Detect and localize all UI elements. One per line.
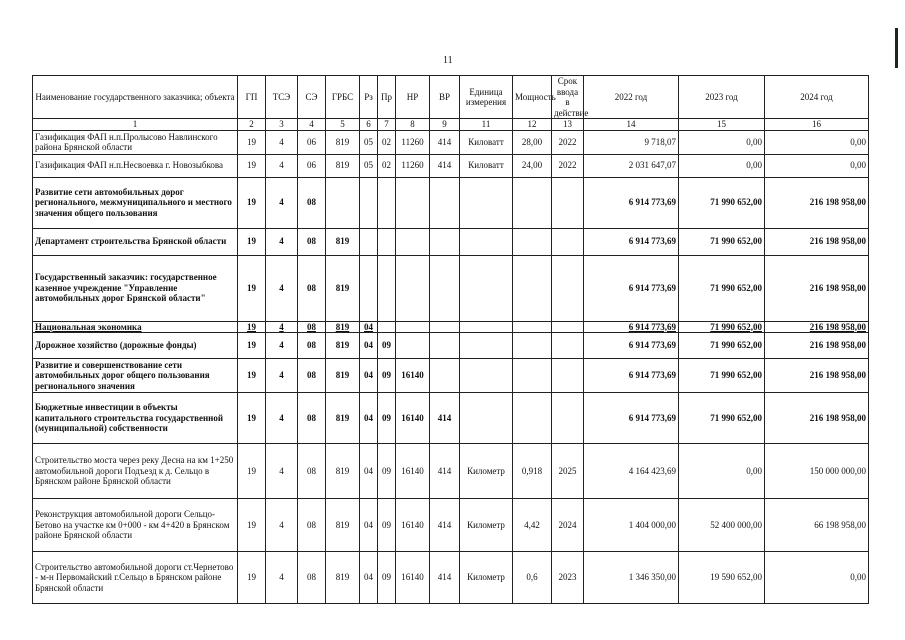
row-value-cell: 4 [266,321,298,333]
row-value-cell: 19 [238,154,266,177]
row-value-cell: 04 [360,444,378,499]
row-value-cell: 6 914 773,69 [584,359,679,393]
row-value-cell: 11260 [396,130,430,154]
row-value-cell: 0,918 [513,444,552,499]
header-pr: Пр [378,76,396,119]
table-row [33,499,869,552]
column-index-cell: 4 [298,119,326,131]
row-value-cell: 819 [326,130,360,154]
row-value-cell: 819 [326,255,360,321]
row-value-cell: 08 [298,444,326,499]
row-value-cell [552,393,584,444]
row-value-cell [430,333,460,359]
row-name-cell: Национальная экономика [33,321,238,333]
row-value-cell: 414 [430,154,460,177]
row-value-cell: 04 [360,499,378,552]
row-value-cell: 819 [326,499,360,552]
row-value-cell: Киловатт [460,154,513,177]
row-value-cell: 08 [298,499,326,552]
row-value-cell: 6 914 773,69 [584,321,679,333]
row-value-cell: 02 [378,130,396,154]
row-value-cell: 71 990 652,00 [679,177,765,228]
row-value-cell: 04 [360,333,378,359]
row-value-cell: 05 [360,130,378,154]
row-value-cell: 71 990 652,00 [679,255,765,321]
row-value-cell: 2 031 647,07 [584,154,679,177]
column-index-cell: 5 [326,119,360,131]
row-value-cell: 4 [266,359,298,393]
row-value-cell: 71 990 652,00 [679,321,765,333]
header-commission-term: Срок ввода в действие [552,76,584,119]
row-value-cell: 19 [238,177,266,228]
column-index-row [33,119,869,131]
row-value-cell [430,359,460,393]
row-value-cell: 04 [360,393,378,444]
row-value-cell [360,228,378,255]
row-value-cell: 19 [238,552,266,604]
row-value-cell: 06 [298,130,326,154]
table-row [33,321,869,333]
row-value-cell [326,177,360,228]
table-row [33,255,869,321]
row-value-cell: 19 [238,499,266,552]
column-index-cell: 1 [33,119,238,131]
row-value-cell [430,228,460,255]
row-value-cell [460,177,513,228]
header-capacity: Мощность [513,76,552,119]
row-value-cell [552,228,584,255]
column-index-cell: 6 [360,119,378,131]
row-value-cell: 16140 [396,359,430,393]
row-value-cell [460,359,513,393]
row-value-cell [360,255,378,321]
row-value-cell: 16140 [396,552,430,604]
row-value-cell: 09 [378,444,396,499]
row-value-cell: 19 [238,130,266,154]
row-value-cell: 0,00 [765,552,869,604]
row-value-cell: 08 [298,228,326,255]
row-value-cell: 216 198 958,00 [765,359,869,393]
row-value-cell: 150 000 000,00 [765,444,869,499]
column-index-cell: 9 [430,119,460,131]
row-value-cell: 08 [298,177,326,228]
row-value-cell: Километр [460,499,513,552]
row-value-cell: 02 [378,154,396,177]
header-vr: ВР [430,76,460,119]
page-number: 11 [443,55,453,66]
header-year-2023: 2023 год [679,76,765,119]
row-value-cell: 04 [360,552,378,604]
header-row [33,76,869,119]
row-value-cell [513,359,552,393]
column-index-cell: 2 [238,119,266,131]
row-value-cell [430,255,460,321]
row-value-cell: 28,00 [513,130,552,154]
row-value-cell: 04 [360,321,378,333]
header-tse: ТСЭ [266,76,298,119]
row-value-cell: 19 [238,333,266,359]
row-name-cell: Развитие сети автомобильных дорог регионального, межмуниципального и местного значения общего пользования [33,177,238,228]
row-value-cell: 414 [430,499,460,552]
row-value-cell: 08 [298,255,326,321]
row-name-cell: Дорожное хозяйство (дорожные фонды) [33,333,238,359]
header-unit: Единица измерения [460,76,513,119]
row-value-cell [460,228,513,255]
table-row [33,228,869,255]
row-name-cell: Строительство моста через реку Десна на км 1+250 автомобильной дороги Подъезд к д. Сельцо в Брянском районе Брянской области [33,444,238,499]
row-value-cell [552,333,584,359]
row-value-cell [552,321,584,333]
table-row [33,393,869,444]
row-value-cell: 06 [298,154,326,177]
row-value-cell [552,359,584,393]
row-value-cell: 819 [326,154,360,177]
table-row [33,177,869,228]
row-name-cell: Газификация ФАП н.п.Пролысово Навлинского района Брянской области [33,130,238,154]
header-gp: ГП [238,76,266,119]
row-value-cell: 19 [238,393,266,444]
row-name-cell: Бюджетные инвестиции в объекты капитального строительства государственной (муниципальной) собственности [33,393,238,444]
row-value-cell: 819 [326,321,360,333]
header-nr: НР [396,76,430,119]
row-value-cell: 4 [266,393,298,444]
row-value-cell: 16140 [396,499,430,552]
column-index-cell: 16 [765,119,869,131]
row-value-cell: 2025 [552,444,584,499]
row-value-cell: 09 [378,333,396,359]
row-value-cell: 414 [430,444,460,499]
row-value-cell [378,228,396,255]
row-value-cell [378,255,396,321]
row-name-cell: Газификация ФАП н.п.Несвоевка г. Новозыбкова [33,154,238,177]
row-value-cell [396,177,430,228]
row-value-cell: 04 [360,359,378,393]
row-value-cell: 4 [266,154,298,177]
row-value-cell: 4,42 [513,499,552,552]
row-value-cell: 71 990 652,00 [679,393,765,444]
row-value-cell: 08 [298,333,326,359]
row-value-cell: 71 990 652,00 [679,359,765,393]
row-value-cell: 819 [326,393,360,444]
row-value-cell [513,177,552,228]
row-value-cell: 6 914 773,69 [584,333,679,359]
row-value-cell: 09 [378,499,396,552]
row-value-cell [360,177,378,228]
row-value-cell: 216 198 958,00 [765,255,869,321]
row-value-cell: 4 [266,130,298,154]
row-value-cell: 4 [266,444,298,499]
row-value-cell: 1 404 000,00 [584,499,679,552]
table-row [33,444,869,499]
column-index-cell: 15 [679,119,765,131]
column-index-cell: 12 [513,119,552,131]
row-value-cell: 6 914 773,69 [584,177,679,228]
row-value-cell: 24,00 [513,154,552,177]
row-value-cell [513,333,552,359]
row-value-cell: 08 [298,393,326,444]
table-row [33,359,869,393]
row-value-cell [460,393,513,444]
row-value-cell: 414 [430,130,460,154]
row-value-cell: 4 [266,499,298,552]
row-name-cell: Строительство автомобильной дороги ст.Чернетово - м-н Первомайский г.Сельцо в Брянском районе Брянской области [33,552,238,604]
row-value-cell: 2022 [552,130,584,154]
header-customer-object: Наименование государственного заказчика; объекта [33,76,238,119]
row-name-cell: Государственный заказчик: государственное казенное учреждение "Управление автомобильных дорог Брянской области" [33,255,238,321]
row-value-cell: 19 [238,444,266,499]
row-value-cell: 819 [326,228,360,255]
row-value-cell: 71 990 652,00 [679,333,765,359]
row-value-cell: 0,00 [765,154,869,177]
row-value-cell: 414 [430,552,460,604]
row-value-cell [460,321,513,333]
row-value-cell: 9 718,07 [584,130,679,154]
column-index-cell: 14 [584,119,679,131]
row-value-cell: Киловатт [460,130,513,154]
row-value-cell: 16140 [396,393,430,444]
row-value-cell: 819 [326,444,360,499]
row-value-cell [513,393,552,444]
column-index-cell: 11 [460,119,513,131]
table-row [33,154,869,177]
row-value-cell: 2024 [552,499,584,552]
row-value-cell: 0,00 [679,154,765,177]
row-value-cell: 4 [266,552,298,604]
row-value-cell: Километр [460,552,513,604]
row-value-cell: 414 [430,393,460,444]
row-value-cell [430,177,460,228]
row-value-cell: 08 [298,552,326,604]
table-row [33,333,869,359]
row-value-cell: 6 914 773,69 [584,393,679,444]
row-value-cell [513,228,552,255]
row-value-cell: 2023 [552,552,584,604]
row-value-cell: 6 914 773,69 [584,255,679,321]
row-value-cell [396,255,430,321]
row-name-cell: Департамент строительства Брянской области [33,228,238,255]
row-value-cell: 08 [298,359,326,393]
row-value-cell: Километр [460,444,513,499]
row-value-cell: 4 164 423,69 [584,444,679,499]
row-value-cell: 216 198 958,00 [765,321,869,333]
row-value-cell: 19 [238,321,266,333]
row-value-cell [460,255,513,321]
row-name-cell: Реконструкция автомобильной дороги Сельцо-Бетово на участке км 0+000 - км 4+420 в Брянском районе Брянской области [33,499,238,552]
row-value-cell [552,177,584,228]
row-value-cell [460,333,513,359]
row-value-cell [396,333,430,359]
row-value-cell: 216 198 958,00 [765,177,869,228]
row-value-cell [513,321,552,333]
row-value-cell: 11260 [396,154,430,177]
row-value-cell: 19 [238,255,266,321]
row-value-cell: 09 [378,359,396,393]
row-value-cell: 52 400 000,00 [679,499,765,552]
table-row [33,552,869,604]
row-value-cell [378,321,396,333]
investment-table [32,75,869,604]
row-value-cell: 216 198 958,00 [765,393,869,444]
row-value-cell: 71 990 652,00 [679,228,765,255]
row-value-cell: 0,00 [679,130,765,154]
row-value-cell: 4 [266,228,298,255]
row-value-cell: 4 [266,333,298,359]
row-value-cell: 0,00 [765,130,869,154]
row-value-cell [378,177,396,228]
row-value-cell [430,321,460,333]
row-value-cell: 4 [266,255,298,321]
row-value-cell: 19 590 652,00 [679,552,765,604]
row-value-cell [513,255,552,321]
row-value-cell: 216 198 958,00 [765,333,869,359]
header-year-2024: 2024 год [765,76,869,119]
row-value-cell: 09 [378,393,396,444]
header-grbs: ГРБС [326,76,360,119]
row-value-cell: 819 [326,333,360,359]
row-value-cell: 05 [360,154,378,177]
row-value-cell: 16140 [396,444,430,499]
row-value-cell: 66 198 958,00 [765,499,869,552]
row-value-cell [552,255,584,321]
row-value-cell: 6 914 773,69 [584,228,679,255]
header-se: СЭ [298,76,326,119]
row-value-cell: 4 [266,177,298,228]
row-value-cell: 1 346 350,00 [584,552,679,604]
row-value-cell: 0,6 [513,552,552,604]
row-value-cell: 19 [238,228,266,255]
row-value-cell: 819 [326,552,360,604]
row-value-cell: 2022 [552,154,584,177]
column-index-cell: 3 [266,119,298,131]
row-value-cell: 19 [238,359,266,393]
row-value-cell: 09 [378,552,396,604]
row-value-cell: 0,00 [679,444,765,499]
header-year-2022: 2022 год [584,76,679,119]
column-index-cell: 7 [378,119,396,131]
row-name-cell: Развитие и совершенствование сети автомобильных дорог общего пользования регионального значения [33,359,238,393]
row-value-cell [396,228,430,255]
table-row [33,130,869,154]
row-value-cell: 216 198 958,00 [765,228,869,255]
row-value-cell [396,321,430,333]
column-index-cell: 13 [552,119,584,131]
row-value-cell: 08 [298,321,326,333]
header-rz: Рз [360,76,378,119]
row-value-cell: 819 [326,359,360,393]
column-index-cell: 8 [396,119,430,131]
scan-edge-mark [895,28,898,68]
